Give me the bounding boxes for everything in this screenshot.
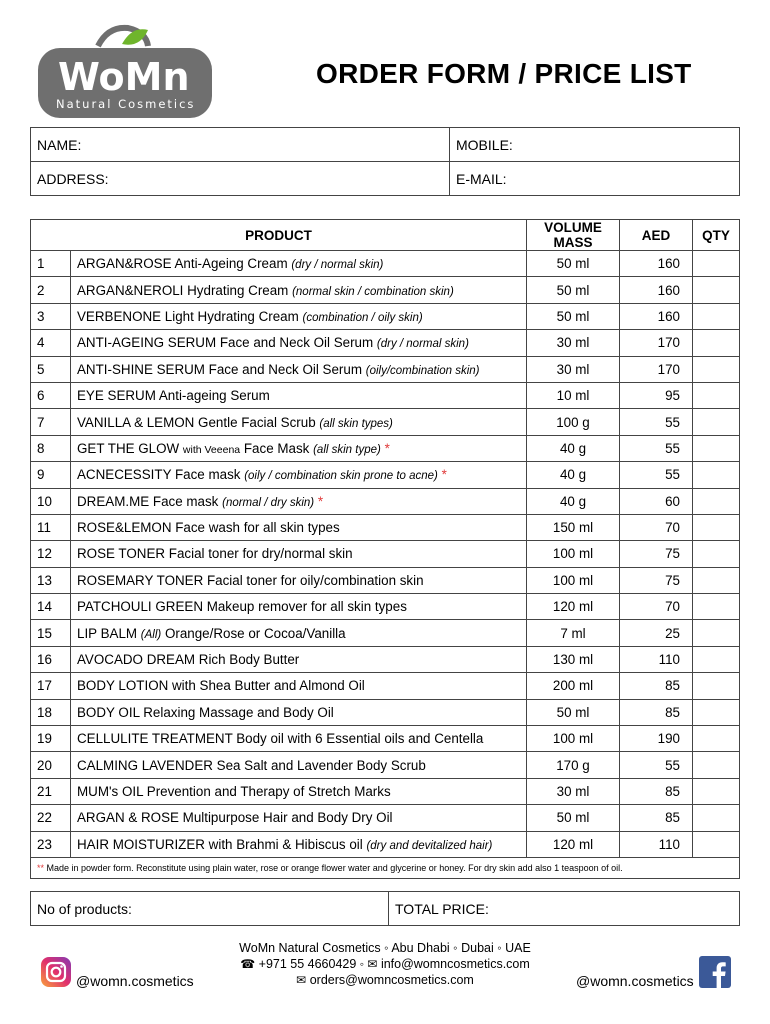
product-name: ARGAN&ROSE Anti-Ageing Cream <box>77 256 288 272</box>
row-number: 1 <box>31 251 71 277</box>
product-cell <box>71 303 527 329</box>
row-number: 7 <box>31 409 71 435</box>
price-cell: 70 <box>620 514 693 540</box>
row-number: 13 <box>31 567 71 593</box>
customer-info-table <box>30 127 740 196</box>
qty-cell[interactable] <box>693 488 740 514</box>
price-cell: 170 <box>620 356 693 382</box>
row-number: 15 <box>31 620 71 646</box>
table-row <box>31 726 740 752</box>
powder-star: * <box>317 493 324 509</box>
table-header-row <box>31 220 740 251</box>
product-name-part2: Orange/Rose or Cocoa/Vanilla <box>164 625 346 641</box>
qty-cell[interactable] <box>693 699 740 725</box>
product-cell <box>71 435 527 461</box>
row-number: 17 <box>31 673 71 699</box>
product-cell <box>71 382 527 408</box>
womn-logo <box>36 24 214 120</box>
price-cell: 60 <box>620 488 693 514</box>
row-number: 23 <box>31 831 71 857</box>
volume-cell: 50 ml <box>527 805 620 831</box>
price-cell: 55 <box>620 752 693 778</box>
volume-cell: 10 ml <box>527 382 620 408</box>
logo-brand: WoMn <box>58 55 190 99</box>
product-name: BODY OIL Relaxing Massage and Body Oil <box>77 704 334 720</box>
row-number: 19 <box>31 726 71 752</box>
price-cell: 110 <box>620 646 693 672</box>
product-name: CALMING LAVENDER Sea Salt and Lavender Body Scrub <box>77 757 426 773</box>
qty-cell[interactable] <box>693 330 740 356</box>
header-aed: AED <box>620 220 693 251</box>
product-table <box>30 219 740 879</box>
footer-email-orders[interactable]: orders@womncosmetics.com <box>309 973 474 987</box>
product-name: CELLULITE TREATMENT Body oil with 6 Essential oils and Centella <box>77 731 484 747</box>
page-title: ORDER FORM / PRICE LIST <box>316 58 692 89</box>
volume-cell: 40 g <box>527 488 620 514</box>
product-note-inline: (All) <box>140 628 162 641</box>
price-cell: 55 <box>620 462 693 488</box>
volume-cell: 100 ml <box>527 567 620 593</box>
price-cell: 25 <box>620 620 693 646</box>
row-number: 6 <box>31 382 71 408</box>
email-field[interactable]: E-MAIL: <box>450 162 740 196</box>
product-name: ANTI-AGEING SERUM Face and Neck Oil Serum <box>77 335 374 351</box>
table-row <box>31 251 740 277</box>
qty-cell[interactable] <box>693 277 740 303</box>
product-cell <box>71 726 527 752</box>
volume-cell: 7 ml <box>527 620 620 646</box>
product-cell <box>71 778 527 804</box>
product-cell <box>71 488 527 514</box>
qty-cell[interactable] <box>693 752 740 778</box>
volume-cell: 100 ml <box>527 726 620 752</box>
volume-cell: 40 g <box>527 435 620 461</box>
row-number: 12 <box>31 541 71 567</box>
product-name: LIP BALM <box>77 625 138 641</box>
product-cell <box>71 646 527 672</box>
volume-cell: 200 ml <box>527 673 620 699</box>
header-product: PRODUCT <box>31 220 527 251</box>
price-cell: 70 <box>620 594 693 620</box>
price-cell: 85 <box>620 673 693 699</box>
price-cell: 85 <box>620 805 693 831</box>
product-cell <box>71 277 527 303</box>
table-row <box>31 699 740 725</box>
qty-cell[interactable] <box>693 409 740 435</box>
product-name: ROSE&LEMON Face wash for all skin types <box>77 520 340 536</box>
product-cell <box>71 462 527 488</box>
table-row <box>31 541 740 567</box>
qty-cell[interactable] <box>693 251 740 277</box>
name-field[interactable]: NAME: <box>31 128 450 162</box>
price-cell: 55 <box>620 409 693 435</box>
product-name: ROSE TONER Facial toner for dry/normal skin <box>77 546 353 562</box>
table-row <box>31 303 740 329</box>
product-note: (dry / normal skin) <box>291 259 384 272</box>
product-note: (combination / oily skin) <box>302 311 423 324</box>
price-cell: 95 <box>620 382 693 408</box>
table-row <box>31 594 740 620</box>
qty-cell[interactable] <box>693 356 740 382</box>
qty-cell[interactable] <box>693 514 740 540</box>
product-name-small: with Veeena <box>182 443 241 456</box>
row-number: 3 <box>31 303 71 329</box>
product-cell <box>71 805 527 831</box>
totals-table <box>30 891 740 926</box>
email-icon: ✉ <box>296 973 307 987</box>
volume-cell: 120 ml <box>527 831 620 857</box>
volume-cell: 40 g <box>527 462 620 488</box>
price-cell: 170 <box>620 330 693 356</box>
product-cell <box>71 409 527 435</box>
product-cell <box>71 356 527 382</box>
row-number: 18 <box>31 699 71 725</box>
row-number: 10 <box>31 488 71 514</box>
qty-cell[interactable] <box>693 831 740 857</box>
product-note: (dry / normal skin) <box>376 338 469 351</box>
product-cell <box>71 620 527 646</box>
product-name: VANILLA & LEMON Gentle Facial Scrub <box>77 414 316 430</box>
product-name: GET THE GLOW <box>77 440 180 456</box>
qty-cell[interactable] <box>693 462 740 488</box>
qty-cell[interactable] <box>693 646 740 672</box>
phone-icon: ☎ <box>240 957 256 971</box>
volume-cell: 120 ml <box>527 594 620 620</box>
qty-cell[interactable] <box>693 726 740 752</box>
qty-cell[interactable] <box>693 567 740 593</box>
product-name: AVOCADO DREAM Rich Body Butter <box>77 652 300 668</box>
instagram-handle[interactable]: @womn.cosmetics <box>76 973 194 989</box>
qty-cell[interactable] <box>693 541 740 567</box>
volume-cell: 130 ml <box>527 646 620 672</box>
footnote-row <box>31 857 740 878</box>
row-number: 14 <box>31 594 71 620</box>
footer-email-info[interactable]: info@womncosmetics.com <box>380 957 530 971</box>
product-cell <box>71 330 527 356</box>
price-cell: 160 <box>620 303 693 329</box>
price-cell: 75 <box>620 567 693 593</box>
product-note: (normal skin / combination skin) <box>292 285 454 298</box>
table-row <box>31 752 740 778</box>
row-number: 21 <box>31 778 71 804</box>
volume-cell: 30 ml <box>527 330 620 356</box>
row-number: 20 <box>31 752 71 778</box>
volume-cell: 150 ml <box>527 514 620 540</box>
volume-cell: 50 ml <box>527 277 620 303</box>
row-number: 2 <box>31 277 71 303</box>
volume-cell: 30 ml <box>527 356 620 382</box>
instagram-icon[interactable] <box>40 956 72 988</box>
table-row <box>31 514 740 540</box>
product-name: VERBENONE Light Hydrating Cream <box>77 308 299 324</box>
volume-cell: 30 ml <box>527 778 620 804</box>
product-cell <box>71 673 527 699</box>
footer-phone: +971 55 4660429 <box>258 957 357 971</box>
row-number: 16 <box>31 646 71 672</box>
header-volume: VOLUME MASS <box>527 220 620 251</box>
table-row <box>31 462 740 488</box>
product-name: ARGAN & ROSE Multipurpose Hair and Body Dry Oil <box>77 810 393 826</box>
products-count-field[interactable]: No of products: <box>31 892 389 926</box>
product-name: DREAM.ME Face mask <box>77 493 219 509</box>
product-name: ANTI-SHINE SERUM Face and Neck Oil Serum <box>77 361 362 377</box>
table-row <box>31 646 740 672</box>
qty-cell[interactable] <box>693 594 740 620</box>
price-cell: 55 <box>620 435 693 461</box>
mobile-field[interactable]: MOBILE: <box>450 128 740 162</box>
total-price-field[interactable]: TOTAL PRICE: <box>389 892 740 926</box>
product-name: EYE SERUM Anti-ageing Serum <box>77 388 270 404</box>
product-name: MUM's OIL Prevention and Therapy of Stretch Marks <box>77 784 391 799</box>
product-note: (all skin types) <box>319 417 393 430</box>
table-row <box>31 356 740 382</box>
volume-cell: 100 g <box>527 409 620 435</box>
product-note: (oily/combination skin) <box>365 364 480 377</box>
product-cell <box>71 752 527 778</box>
table-row <box>31 805 740 831</box>
product-note: (normal / dry skin) <box>222 496 315 509</box>
row-number: 9 <box>31 462 71 488</box>
table-row <box>31 330 740 356</box>
product-cell <box>71 514 527 540</box>
product-name: ROSEMARY TONER Facial toner for oily/combination skin <box>77 572 424 588</box>
table-row <box>31 673 740 699</box>
table-row <box>31 409 740 435</box>
product-cell <box>71 567 527 593</box>
email-icon: ◦ ✉ <box>359 957 378 971</box>
table-row <box>31 567 740 593</box>
table-row <box>31 277 740 303</box>
product-name-part2: Face Mask <box>243 440 310 456</box>
product-cell <box>71 541 527 567</box>
product-cell <box>71 699 527 725</box>
qty-cell[interactable] <box>693 805 740 831</box>
address-field[interactable]: ADDRESS: <box>31 162 450 196</box>
product-cell <box>71 251 527 277</box>
volume-cell: 50 ml <box>527 303 620 329</box>
product-note: (all skin type) <box>313 443 381 456</box>
qty-cell[interactable] <box>693 435 740 461</box>
product-cell <box>71 594 527 620</box>
row-number: 8 <box>31 435 71 461</box>
logo-tagline: Natural Cosmetics <box>56 97 196 111</box>
row-number: 4 <box>31 330 71 356</box>
powder-star: * <box>384 440 390 456</box>
product-name: BODY LOTION with Shea Butter and Almond Oil <box>77 678 365 694</box>
header-qty: QTY <box>693 220 740 251</box>
product-note: (oily / combination skin prone to acne) <box>244 470 438 483</box>
row-number: 5 <box>31 356 71 382</box>
facebook-icon[interactable] <box>699 956 731 988</box>
row-number: 11 <box>31 514 71 540</box>
table-row <box>31 831 740 857</box>
product-name: ARGAN&NEROLI Hydrating Cream <box>77 282 289 298</box>
table-row <box>31 488 740 514</box>
volume-cell: 50 ml <box>527 699 620 725</box>
product-note: (dry and devitalized hair) <box>366 839 493 852</box>
footer-contacts <box>0 956 770 972</box>
row-number: 22 <box>31 805 71 831</box>
volume-cell: 50 ml <box>527 251 620 277</box>
qty-cell[interactable] <box>693 673 740 699</box>
footnote-text: Made in powder form. Reconstitute using plain water, rose or orange flower water and glycerine or honey. For dry skin add also 1 teaspoon of oil. <box>46 862 623 873</box>
table-row <box>31 435 740 461</box>
table-row <box>31 620 740 646</box>
price-cell: 160 <box>620 251 693 277</box>
qty-cell[interactable] <box>693 303 740 329</box>
facebook-handle[interactable]: @womn.cosmetics <box>576 973 694 989</box>
product-name: PATCHOULI GREEN Makeup remover for all skin types <box>77 599 407 615</box>
qty-cell[interactable] <box>693 620 740 646</box>
product-name: ACNECESSITY Face mask <box>77 467 241 483</box>
volume-cell: 170 g <box>527 752 620 778</box>
price-cell: 75 <box>620 541 693 567</box>
product-name: HAIR MOISTURIZER with Brahmi & Hibiscus oil <box>77 836 363 852</box>
price-cell: 190 <box>620 726 693 752</box>
qty-cell[interactable] <box>693 778 740 804</box>
powder-star: * <box>441 467 447 483</box>
price-cell: 110 <box>620 831 693 857</box>
price-cell: 160 <box>620 277 693 303</box>
price-cell: 85 <box>620 699 693 725</box>
volume-cell: 100 ml <box>527 541 620 567</box>
footer-address: WoMn Natural Cosmetics ◦ Abu Dhabi ◦ Dubai ◦ UAE <box>239 941 531 955</box>
qty-cell[interactable] <box>693 382 740 408</box>
price-cell: 85 <box>620 778 693 804</box>
product-cell <box>71 831 527 857</box>
footnote-star: ** <box>37 862 45 873</box>
footnote <box>31 857 740 878</box>
table-row <box>31 382 740 408</box>
table-row <box>31 778 740 804</box>
